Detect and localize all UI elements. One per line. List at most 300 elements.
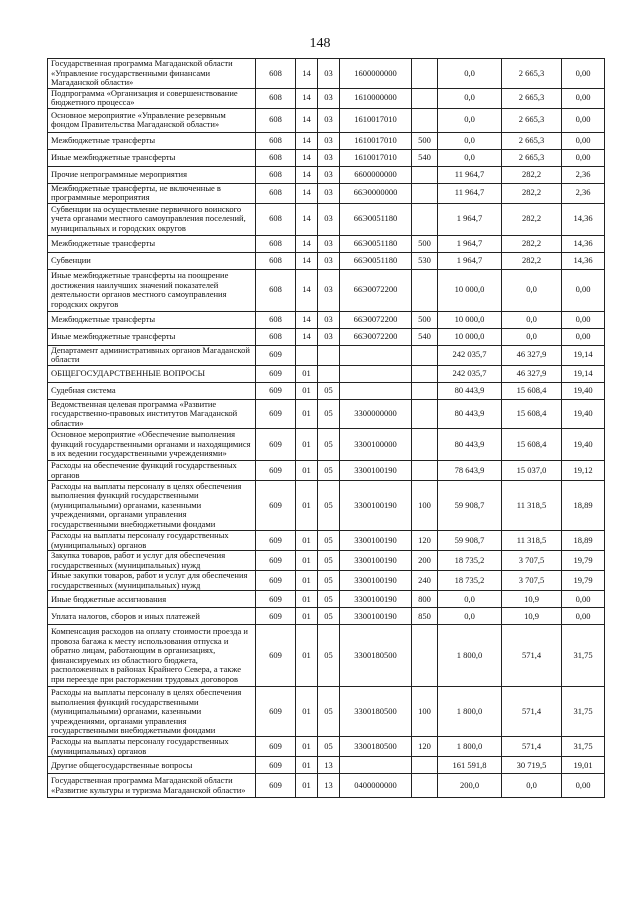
row-vr [412,774,438,798]
row-actual: 0,0 [502,328,562,345]
row-actual: 2 665,3 [502,132,562,149]
row-vr: 530 [412,252,438,269]
row-pr: 03 [318,269,340,311]
row-pr [318,365,340,382]
row-ved: 609 [256,757,296,774]
row-percent: 0,00 [562,59,605,89]
row-pr: 03 [318,311,340,328]
table-row [48,328,605,345]
row-pr: 05 [318,737,340,757]
row-csr: 3300000000 [340,399,412,429]
table-row [48,183,605,203]
row-ved: 608 [256,311,296,328]
table-row [48,203,605,235]
row-rz: 01 [296,481,318,531]
row-actual: 2 665,3 [502,108,562,132]
row-rz: 14 [296,235,318,252]
row-rz: 01 [296,774,318,798]
row-actual: 46 327,9 [502,365,562,382]
row-ved: 608 [256,132,296,149]
row-percent: 19,40 [562,382,605,399]
row-rz: 01 [296,625,318,687]
row-rz: 01 [296,382,318,399]
row-pr: 05 [318,591,340,608]
row-csr: 1600000000 [340,59,412,89]
table-row [48,571,605,591]
row-actual: 0,0 [502,774,562,798]
table-row [48,59,605,89]
row-percent: 14,36 [562,252,605,269]
row-plan: 1 964,7 [438,235,502,252]
row-pr: 05 [318,571,340,591]
row-rz: 01 [296,591,318,608]
row-actual: 15 608,4 [502,399,562,429]
row-actual: 11 318,5 [502,481,562,531]
row-plan: 1 964,7 [438,203,502,235]
row-pr: 03 [318,59,340,89]
table-row [48,88,605,108]
row-csr: 66Э0072200 [340,269,412,311]
row-pr: 03 [318,108,340,132]
row-name: Межбюджетные трансферты [48,132,256,149]
row-rz: 14 [296,252,318,269]
row-vr: 540 [412,149,438,166]
row-rz: 01 [296,531,318,551]
table-row [48,481,605,531]
row-vr [412,345,438,365]
row-percent: 31,75 [562,687,605,737]
row-percent: 0,00 [562,269,605,311]
row-vr [412,88,438,108]
row-actual: 2 665,3 [502,88,562,108]
row-pr: 03 [318,203,340,235]
row-vr [412,183,438,203]
row-actual: 11 318,5 [502,531,562,551]
row-pr: 03 [318,183,340,203]
row-csr: 66Э0072200 [340,311,412,328]
row-csr: 1610017010 [340,149,412,166]
row-name: Расходы на выплаты персоналу государственных (муниципальных) органов [48,737,256,757]
row-csr: 6600000000 [340,166,412,183]
row-csr: 3300180500 [340,737,412,757]
row-rz: 01 [296,399,318,429]
row-name: Иные межбюджетные трансферты [48,328,256,345]
row-name: Расходы на выплаты персоналу государственных (муниципальных) органов [48,531,256,551]
row-ved: 609 [256,608,296,625]
row-name: Департамент административных органов Магаданской области [48,345,256,365]
row-ved: 609 [256,382,296,399]
row-pr: 03 [318,88,340,108]
row-csr: 3300100190 [340,531,412,551]
row-name: Государственная программа Магаданской области «Управление государственными финансами Магаданской области» [48,59,256,89]
row-rz: 14 [296,149,318,166]
row-percent: 31,75 [562,737,605,757]
row-percent: 0,00 [562,774,605,798]
row-vr: 120 [412,737,438,757]
row-ved: 609 [256,399,296,429]
row-name: Субвенции на осуществление первичного воинского учета органами местного самоуправления поселений, муниципальных и городских округов [48,203,256,235]
row-ved: 609 [256,687,296,737]
row-ved: 608 [256,88,296,108]
row-name: Прочие непрограммные мероприятия [48,166,256,183]
row-percent: 19,79 [562,551,605,571]
table-row [48,166,605,183]
row-actual: 2 665,3 [502,149,562,166]
row-vr: 540 [412,328,438,345]
row-csr: 1610017010 [340,132,412,149]
row-rz: 14 [296,59,318,89]
row-vr: 100 [412,687,438,737]
row-vr: 800 [412,591,438,608]
table-row [48,461,605,481]
row-percent: 0,00 [562,311,605,328]
row-vr [412,108,438,132]
row-ved: 609 [256,625,296,687]
row-name: Подпрограмма «Организация и совершенствование бюджетного процесса» [48,88,256,108]
row-actual: 46 327,9 [502,345,562,365]
table-row [48,235,605,252]
row-pr: 03 [318,132,340,149]
row-ved: 609 [256,551,296,571]
row-actual: 0,0 [502,269,562,311]
row-plan: 11 964,7 [438,166,502,183]
row-vr: 120 [412,531,438,551]
row-actual: 282,2 [502,183,562,203]
row-ved: 609 [256,429,296,461]
row-plan: 80 443,9 [438,429,502,461]
row-name: Другие общегосударственные вопросы [48,757,256,774]
row-csr: 66Э0072200 [340,328,412,345]
row-csr [340,365,412,382]
row-pr: 05 [318,461,340,481]
row-rz: 01 [296,737,318,757]
row-pr: 03 [318,149,340,166]
row-actual: 3 707,5 [502,551,562,571]
row-csr: 3300100190 [340,608,412,625]
table-row [48,132,605,149]
row-plan: 0,0 [438,591,502,608]
row-plan: 10 000,0 [438,311,502,328]
row-ved: 608 [256,166,296,183]
row-actual: 282,2 [502,252,562,269]
row-actual: 10,9 [502,591,562,608]
row-actual: 0,0 [502,311,562,328]
row-ved: 609 [256,571,296,591]
row-rz: 14 [296,311,318,328]
row-rz: 01 [296,608,318,625]
row-vr: 500 [412,311,438,328]
row-csr: 1610000000 [340,88,412,108]
row-name: Ведомственная целевая программа «Развитие государственно-правовых институтов Магаданской области» [48,399,256,429]
row-plan: 1 800,0 [438,687,502,737]
row-ved: 608 [256,149,296,166]
row-percent: 0,00 [562,591,605,608]
row-actual: 15 608,4 [502,429,562,461]
row-pr: 05 [318,399,340,429]
row-pr: 03 [318,235,340,252]
table-row [48,252,605,269]
row-rz: 01 [296,551,318,571]
row-percent: 2,36 [562,166,605,183]
row-rz: 01 [296,687,318,737]
row-ved: 608 [256,183,296,203]
row-rz: 01 [296,757,318,774]
row-plan: 0,0 [438,59,502,89]
table-row [48,429,605,461]
row-csr: 66Э0051180 [340,235,412,252]
row-pr [318,345,340,365]
table-row [48,531,605,551]
row-name: Иные закупки товаров, работ и услуг для обеспечения государственных (муниципальных) нужд [48,571,256,591]
row-percent: 18,89 [562,481,605,531]
row-actual: 282,2 [502,235,562,252]
row-plan: 0,0 [438,132,502,149]
row-percent: 19,14 [562,365,605,382]
row-name: Компенсация расходов на оплату стоимости проезда и провоза багажа к месту использования отпуска и обратно лицам, работающим в организациях, финансируемых из областного бюджета, расположенных в районах Крайнего Севера, а также при переезде при расторжении трудовых договоров [48,625,256,687]
row-name: ОБЩЕГОСУДАРСТВЕННЫЕ ВОПРОСЫ [48,365,256,382]
row-ved: 609 [256,481,296,531]
row-pr: 13 [318,774,340,798]
table-row [48,608,605,625]
row-percent: 0,00 [562,149,605,166]
row-actual: 30 719,5 [502,757,562,774]
row-csr [340,382,412,399]
row-percent: 0,00 [562,608,605,625]
row-percent: 19,14 [562,345,605,365]
row-name: Иные бюджетные ассигнования [48,591,256,608]
row-rz: 14 [296,132,318,149]
row-pr: 05 [318,551,340,571]
row-pr: 13 [318,757,340,774]
row-name: Расходы на выплаты персоналу в целях обеспечения выполнения функций государственными (муниципальными) органами, казенными учреждениями, органами управления государственными внебюджетными фондами [48,481,256,531]
row-ved: 609 [256,591,296,608]
row-percent: 19,40 [562,399,605,429]
row-csr: 3300100190 [340,481,412,531]
row-pr: 03 [318,166,340,183]
row-csr: 66Э0000000 [340,183,412,203]
row-actual: 282,2 [502,166,562,183]
table-row [48,269,605,311]
row-name: Уплата налогов, сборов и иных платежей [48,608,256,625]
table-row [48,382,605,399]
row-vr: 850 [412,608,438,625]
row-plan: 200,0 [438,774,502,798]
row-actual: 3 707,5 [502,571,562,591]
row-ved: 608 [256,252,296,269]
row-vr [412,166,438,183]
table-row [48,774,605,798]
table-row [48,149,605,166]
row-name: Расходы на выплаты персоналу в целях обеспечения выполнения функций государственными (муниципальными) органами, казенными учреждениями, органами управления государственными внебюджетными фондами [48,687,256,737]
row-rz: 01 [296,571,318,591]
row-pr: 05 [318,687,340,737]
row-plan: 242 035,7 [438,345,502,365]
row-name: Судебная система [48,382,256,399]
table-row [48,345,605,365]
row-plan: 59 908,7 [438,531,502,551]
row-name: Государственная программа Магаданской области «Развитие культуры и туризма Магаданской области» [48,774,256,798]
row-percent: 31,75 [562,625,605,687]
row-vr [412,203,438,235]
row-csr: 3300100000 [340,429,412,461]
row-vr [412,269,438,311]
row-ved: 609 [256,531,296,551]
row-vr: 500 [412,235,438,252]
row-percent: 0,00 [562,132,605,149]
row-name: Закупка товаров, работ и услуг для обеспечения государственных (муниципальных) нужд [48,551,256,571]
row-percent: 19,12 [562,461,605,481]
row-ved: 608 [256,269,296,311]
row-vr [412,382,438,399]
row-ved: 609 [256,774,296,798]
row-pr: 05 [318,531,340,551]
row-vr: 500 [412,132,438,149]
row-plan: 11 964,7 [438,183,502,203]
row-csr: 3300180500 [340,625,412,687]
row-pr: 03 [318,328,340,345]
row-ved: 609 [256,345,296,365]
row-name: Основное мероприятие «Обеспечение выполнения функций государственными органами и находящимися в их ведении государственными учреждениями» [48,429,256,461]
row-rz [296,345,318,365]
row-plan: 242 035,7 [438,365,502,382]
table-row [48,591,605,608]
row-vr: 240 [412,571,438,591]
row-vr: 200 [412,551,438,571]
page-number: 148 [309,36,331,51]
row-csr: 3300100190 [340,591,412,608]
row-csr: 66Э0051180 [340,203,412,235]
row-plan: 1 964,7 [438,252,502,269]
row-plan: 78 643,9 [438,461,502,481]
row-name: Субвенции [48,252,256,269]
row-plan: 1 800,0 [438,737,502,757]
row-rz: 01 [296,461,318,481]
row-name: Иные межбюджетные трансферты [48,149,256,166]
row-name: Иные межбюджетные трансферты на поощрение достижения наилучших значений показателей деятельности органов местного самоуправления городских округов [48,269,256,311]
row-name: Основное мероприятие «Управление резервным фондом Правительства Магаданской области» [48,108,256,132]
table-body [48,59,605,798]
row-percent: 0,00 [562,328,605,345]
row-rz: 14 [296,203,318,235]
row-ved: 608 [256,203,296,235]
table-row [48,757,605,774]
row-csr: 3300180500 [340,687,412,737]
row-pr: 05 [318,429,340,461]
row-rz: 14 [296,108,318,132]
row-vr [412,461,438,481]
row-csr: 66Э0051180 [340,252,412,269]
row-plan: 18 735,2 [438,551,502,571]
row-vr [412,59,438,89]
row-percent: 14,36 [562,235,605,252]
table-row [48,399,605,429]
row-percent: 18,89 [562,531,605,551]
row-csr: 0400000000 [340,774,412,798]
row-percent: 0,00 [562,88,605,108]
table-row [48,551,605,571]
row-ved: 608 [256,108,296,132]
row-plan: 18 735,2 [438,571,502,591]
row-vr [412,757,438,774]
row-plan: 1 800,0 [438,625,502,687]
row-name: Межбюджетные трансферты, не включенные в программные мероприятия [48,183,256,203]
row-rz: 14 [296,328,318,345]
row-percent: 2,36 [562,183,605,203]
row-plan: 0,0 [438,88,502,108]
row-ved: 609 [256,737,296,757]
table-row [48,737,605,757]
row-plan: 0,0 [438,608,502,625]
row-vr [412,625,438,687]
row-actual: 282,2 [502,203,562,235]
row-plan: 0,0 [438,108,502,132]
row-vr [412,429,438,461]
row-pr: 05 [318,625,340,687]
row-vr [412,399,438,429]
row-plan: 10 000,0 [438,328,502,345]
row-csr [340,757,412,774]
row-rz: 01 [296,429,318,461]
row-plan: 80 443,9 [438,382,502,399]
row-percent: 14,36 [562,203,605,235]
row-percent: 19,79 [562,571,605,591]
row-csr: 1610017010 [340,108,412,132]
row-vr [412,365,438,382]
row-ved: 608 [256,328,296,345]
row-csr: 3300100190 [340,571,412,591]
row-rz: 14 [296,183,318,203]
row-ved: 609 [256,365,296,382]
row-name: Расходы на обеспечение функций государственных органов [48,461,256,481]
row-rz: 14 [296,269,318,311]
row-ved: 608 [256,59,296,89]
row-pr: 05 [318,382,340,399]
table-row [48,365,605,382]
row-percent: 19,40 [562,429,605,461]
row-csr: 3300100190 [340,461,412,481]
row-name: Межбюджетные трансферты [48,311,256,328]
row-csr: 3300100190 [340,551,412,571]
row-pr: 03 [318,252,340,269]
row-actual: 15 037,0 [502,461,562,481]
row-rz: 01 [296,365,318,382]
row-ved: 608 [256,235,296,252]
row-csr [340,345,412,365]
table-row [48,625,605,687]
row-plan: 10 000,0 [438,269,502,311]
row-plan: 59 908,7 [438,481,502,531]
row-pr: 05 [318,481,340,531]
row-plan: 161 591,8 [438,757,502,774]
row-actual: 571,4 [502,625,562,687]
row-pr: 05 [318,608,340,625]
table-row [48,311,605,328]
row-name: Межбюджетные трансферты [48,235,256,252]
row-percent: 0,00 [562,108,605,132]
row-plan: 80 443,9 [438,399,502,429]
row-actual: 10,9 [502,608,562,625]
table-row [48,687,605,737]
row-plan: 0,0 [438,149,502,166]
row-vr: 100 [412,481,438,531]
row-rz: 14 [296,88,318,108]
budget-table [47,58,605,798]
row-rz: 14 [296,166,318,183]
row-actual: 2 665,3 [502,59,562,89]
row-actual: 571,4 [502,687,562,737]
row-actual: 15 608,4 [502,382,562,399]
row-actual: 571,4 [502,737,562,757]
